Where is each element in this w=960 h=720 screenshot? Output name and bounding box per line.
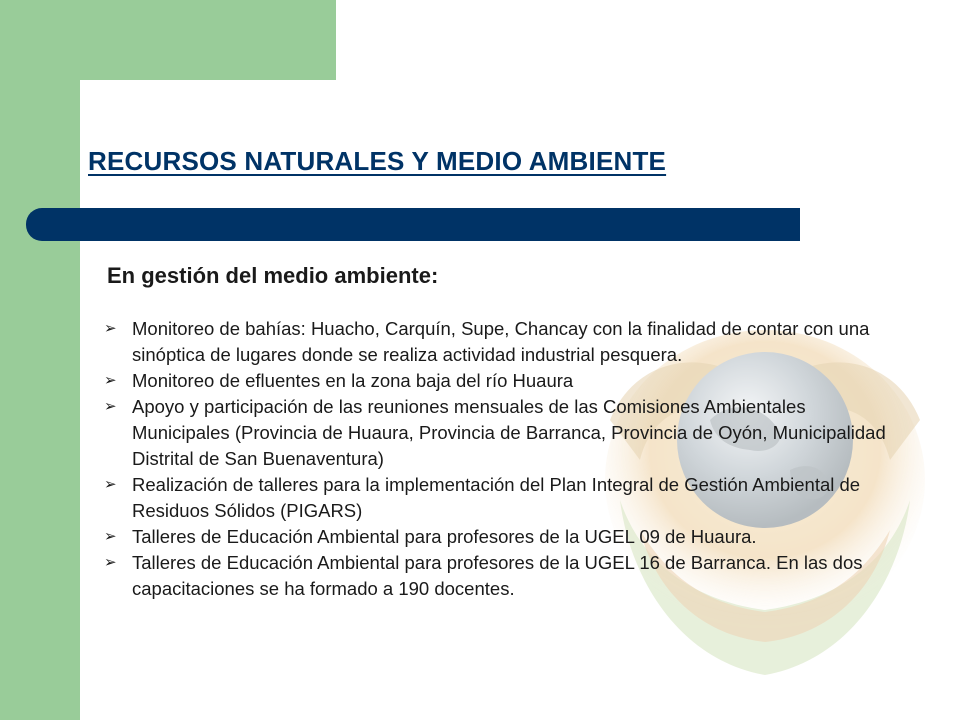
green-side-strip xyxy=(0,0,80,720)
bullet-text: Realización de talleres para la implementación del Plan Integral de Gestión Ambiental de Residuos Sólidos (PIGARS) xyxy=(132,474,861,521)
bullet-text: Monitoreo de efluentes en la zona baja del río Huaura xyxy=(132,370,574,391)
green-top-block xyxy=(0,0,336,80)
arrow-bullet-icon: ➢ xyxy=(104,372,117,389)
bullet-text: Talleres de Educación Ambiental para profesores de la UGEL 09 de Huaura. xyxy=(132,526,757,547)
rounded-corner-decoration xyxy=(80,80,200,200)
arrow-bullet-icon: ➢ xyxy=(104,528,117,545)
bullet-text: Apoyo y participación de las reuniones mensuales de las Comisiones Ambientales Municipales (Provincia de Huaura, Provincia de Barranca, Provincia de Oyón, Municipalidad Distrital de San Buenaventura) xyxy=(132,396,886,469)
list-item xyxy=(104,368,894,394)
bullet-text: Monitoreo de bahías: Huacho, Carquín, Supe, Chancay con la finalidad de contar con una sinóptica de lugares donde se realiza actividad industrial pesquera. xyxy=(132,318,870,365)
list-item xyxy=(104,550,894,602)
slide-title: RECURSOS NATURALES Y MEDIO AMBIENTE xyxy=(88,146,667,176)
arrow-bullet-icon: ➢ xyxy=(104,476,117,493)
list-item xyxy=(104,524,894,550)
title-underline-bar xyxy=(26,208,800,241)
list-item xyxy=(104,394,894,472)
arrow-bullet-icon: ➢ xyxy=(104,320,117,337)
arrow-bullet-icon: ➢ xyxy=(104,398,117,415)
list-item xyxy=(104,472,894,524)
bullet-text: Talleres de Educación Ambiental para profesores de la UGEL 16 de Barranca. En las dos capacitaciones se ha formado a 190 docentes. xyxy=(132,552,863,599)
section-subtitle: En gestión del medio ambiente: xyxy=(107,263,439,288)
list-item xyxy=(104,316,894,368)
bullet-list xyxy=(104,316,894,602)
arrow-bullet-icon: ➢ xyxy=(104,554,117,571)
